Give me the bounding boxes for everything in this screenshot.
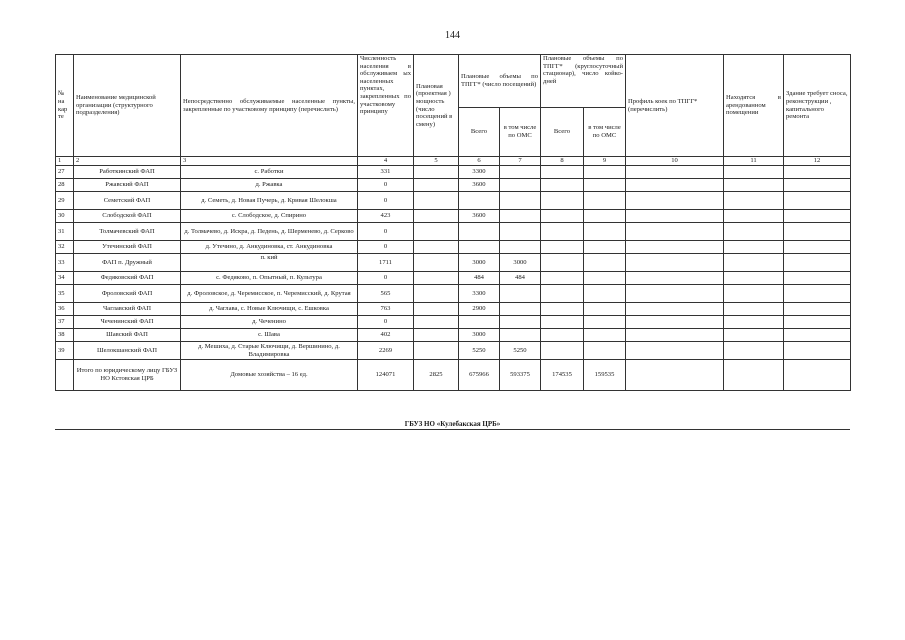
served-points-cell: д. Толмачево, д. Искра, д. Педень, д. Шерменево, д. Серково [181, 223, 358, 241]
bed-profile-cell [626, 329, 724, 342]
rebuild-cell [784, 303, 851, 316]
capacity-cell [414, 303, 459, 316]
header-visits-total: Всего [459, 108, 500, 157]
visits-oms-cell [500, 166, 541, 179]
beds-total-cell [541, 223, 584, 241]
visits-oms-cell [500, 210, 541, 223]
row-number-cell: 31 [56, 223, 74, 241]
beds-oms-cell [584, 210, 626, 223]
beds-oms-cell [584, 254, 626, 272]
rebuild-cell [784, 241, 851, 254]
org-name-cell: ФАП п. Дружный [74, 254, 181, 272]
header-population: Численность населения в обслуживаем ых населенных пунктах, закрепленных по участковому принципу [358, 55, 414, 157]
row-number-cell: 38 [56, 329, 74, 342]
served-points-cell: д. Мешиха, д. Старые Ключищи, д. Вершинино, д. Владимировка [181, 342, 358, 360]
rebuild-cell [784, 285, 851, 303]
visits-total-cell: 3000 [459, 329, 500, 342]
visits-oms-cell [500, 241, 541, 254]
total-beds-oms: 159535 [584, 360, 626, 391]
rebuild-cell [784, 223, 851, 241]
rented-cell [724, 303, 784, 316]
beds-oms-cell [584, 179, 626, 192]
hospital-table [55, 54, 851, 391]
org-name-cell: Слободской ФАП [74, 210, 181, 223]
beds-total-cell [541, 179, 584, 192]
visits-oms-cell: 3000 [500, 254, 541, 272]
column-number: 8 [541, 157, 584, 166]
row-number-cell: 34 [56, 272, 74, 285]
org-name-cell: Шавский ФАП [74, 329, 181, 342]
org-name-cell: Работкинский ФАП [74, 166, 181, 179]
population-cell: 0 [358, 223, 414, 241]
total-visits-oms: 593375 [500, 360, 541, 391]
capacity-cell [414, 166, 459, 179]
visits-total-cell: 3600 [459, 210, 500, 223]
bed-profile-cell [626, 303, 724, 316]
capacity-cell [414, 241, 459, 254]
beds-oms-cell [584, 241, 626, 254]
rebuild-cell [784, 179, 851, 192]
row-number-cell: 27 [56, 166, 74, 179]
rented-cell [724, 192, 784, 210]
population-cell: 0 [358, 192, 414, 210]
population-cell: 1711 [358, 254, 414, 272]
beds-total-cell [541, 285, 584, 303]
bed-profile-cell [626, 316, 724, 329]
rented-cell [724, 166, 784, 179]
population-cell: 763 [358, 303, 414, 316]
served-points-cell: с. Федяково, п. Опытный, п. Культура [181, 272, 358, 285]
capacity-cell [414, 192, 459, 210]
visits-total-cell: 5250 [459, 342, 500, 360]
row-number-cell: 29 [56, 192, 74, 210]
table-row [56, 223, 851, 241]
bed-profile-cell [626, 192, 724, 210]
bed-profile-cell [626, 272, 724, 285]
visits-oms-cell [500, 192, 541, 210]
total-label: Итого по юридическому лицу ГБУЗ НО Кстовская ЦРБ [74, 360, 181, 391]
visits-oms-cell [500, 303, 541, 316]
row-number-cell: 39 [56, 342, 74, 360]
header-card-number: № на кар те [56, 55, 74, 157]
header-visits-oms: в том числе по ОМС [500, 108, 541, 157]
visits-oms-cell [500, 285, 541, 303]
bed-profile-cell [626, 241, 724, 254]
beds-oms-cell [584, 342, 626, 360]
total-capacity: 2825 [414, 360, 459, 391]
rebuild-cell [784, 192, 851, 210]
population-cell: 2269 [358, 342, 414, 360]
bed-profile-cell [626, 179, 724, 192]
section-divider [55, 429, 850, 430]
rented-cell [724, 316, 784, 329]
column-number: 11 [724, 157, 784, 166]
population-cell: 402 [358, 329, 414, 342]
column-number: 6 [459, 157, 500, 166]
table-row [56, 316, 851, 329]
capacity-cell [414, 254, 459, 272]
population-cell: 331 [358, 166, 414, 179]
beds-oms-cell [584, 303, 626, 316]
beds-oms-cell [584, 272, 626, 285]
served-points-cell: с. Работки [181, 166, 358, 179]
row-number-cell: 32 [56, 241, 74, 254]
beds-total-cell [541, 241, 584, 254]
beds-oms-cell [584, 192, 626, 210]
visits-total-cell: 484 [459, 272, 500, 285]
column-number: 1 [56, 157, 74, 166]
org-name-cell: Фроловский ФАП [74, 285, 181, 303]
column-number: 7 [500, 157, 541, 166]
visits-total-cell: 3300 [459, 285, 500, 303]
capacity-cell [414, 285, 459, 303]
bed-profile-cell [626, 166, 724, 179]
beds-oms-cell [584, 329, 626, 342]
visits-total-cell [459, 192, 500, 210]
header-rebuild: Здание требует сноса, реконструкции , капитального ремонта [784, 55, 851, 157]
rented-cell [724, 179, 784, 192]
population-cell: 0 [358, 272, 414, 285]
population-cell: 0 [358, 241, 414, 254]
visits-total-cell [459, 223, 500, 241]
served-points-cell: д. Фроловское, д. Черемисское, п. Черемисский, д. Крутая [181, 285, 358, 303]
org-name-cell: Федяковский ФАП [74, 272, 181, 285]
served-points-cell: п. кий [181, 254, 358, 272]
rebuild-cell [784, 210, 851, 223]
visits-oms-cell [500, 316, 541, 329]
org-name-cell: Чеченинский ФАП [74, 316, 181, 329]
served-points-cell: д. Семеть, д. Новая Пучерь, д. Кривая Шелокша [181, 192, 358, 210]
rebuild-cell [784, 329, 851, 342]
rented-cell [724, 241, 784, 254]
row-number-cell: 35 [56, 285, 74, 303]
total-population: 124071 [358, 360, 414, 391]
row-number-cell: 36 [56, 303, 74, 316]
table-row [56, 241, 851, 254]
served-points-cell: д. Ржавка [181, 179, 358, 192]
row-number-cell: 33 [56, 254, 74, 272]
header-org-name: Наименование медицинской организации (структурного подразделения) [74, 55, 181, 157]
header-bed-profile: Профиль коек по ТПГГ* (перечислить) [626, 55, 724, 157]
total-row [56, 360, 851, 391]
served-points-cell: д. Чаглава, с. Новые Ключищи, с. Ешковка [181, 303, 358, 316]
header-visits-group: Плановые объемы по ТПГГ* (число посещений) [459, 55, 541, 108]
beds-total-cell [541, 342, 584, 360]
capacity-cell [414, 342, 459, 360]
column-number: 9 [584, 157, 626, 166]
served-points-cell: д. Чеченино [181, 316, 358, 329]
org-name-cell: Толмачевский ФАП [74, 223, 181, 241]
bed-profile-cell [626, 223, 724, 241]
total-profile [626, 360, 724, 391]
beds-total-cell [541, 316, 584, 329]
table-row [56, 166, 851, 179]
table-row [56, 254, 851, 272]
rented-cell [724, 254, 784, 272]
org-name-cell: Утечинский ФАП [74, 241, 181, 254]
table-row [56, 179, 851, 192]
beds-total-cell [541, 210, 584, 223]
beds-total-cell [541, 254, 584, 272]
capacity-cell [414, 272, 459, 285]
population-cell: 0 [358, 179, 414, 192]
header-served-points: Непосредственно обслуживаемые населенные пункты, закрепленные по участковому принципу (перечислить) [181, 55, 358, 157]
column-number: 10 [626, 157, 724, 166]
visits-oms-cell [500, 223, 541, 241]
next-section-title: ГБУЗ НО «Кулебакская ЦРБ» [404, 420, 501, 428]
rented-cell [724, 272, 784, 285]
beds-oms-cell [584, 316, 626, 329]
org-name-cell: Чаглавский ФАП [74, 303, 181, 316]
visits-total-cell: 3000 [459, 254, 500, 272]
beds-oms-cell [584, 223, 626, 241]
rebuild-cell [784, 254, 851, 272]
beds-total-cell [541, 166, 584, 179]
org-name-cell: Семетский ФАП [74, 192, 181, 210]
visits-total-cell [459, 316, 500, 329]
served-points-cell: с. Слободское, д. Спирино [181, 210, 358, 223]
header-capacity: Плановая (проектная ) мощность (число посещений в смену) [414, 55, 459, 157]
column-number-row [56, 157, 851, 166]
header-rented: Находятся в арендованном помещении [724, 55, 784, 157]
column-number: 4 [358, 157, 414, 166]
capacity-cell [414, 210, 459, 223]
column-number: 5 [414, 157, 459, 166]
served-points-cell: д. Утечино, д. Анкудиновка, ст. Анкудиновка [181, 241, 358, 254]
beds-oms-cell [584, 166, 626, 179]
column-number: 12 [784, 157, 851, 166]
capacity-cell [414, 316, 459, 329]
rented-cell [724, 285, 784, 303]
visits-total-cell: 2900 [459, 303, 500, 316]
rented-cell [724, 223, 784, 241]
bed-profile-cell [626, 285, 724, 303]
total-rebuild [784, 360, 851, 391]
table-row [56, 285, 851, 303]
header-beds-oms: в том числе по ОМС [584, 108, 626, 157]
population-cell: 565 [358, 285, 414, 303]
total-beds: 174535 [541, 360, 584, 391]
rented-cell [724, 342, 784, 360]
rebuild-cell [784, 272, 851, 285]
table-row [56, 342, 851, 360]
total-visits: 675966 [459, 360, 500, 391]
column-number: 2 [74, 157, 181, 166]
total-rented [724, 360, 784, 391]
visits-oms-cell [500, 329, 541, 342]
rebuild-cell [784, 316, 851, 329]
column-number: 3 [181, 157, 358, 166]
org-name-cell: Ржавский ФАП [74, 179, 181, 192]
visits-total-cell: 3600 [459, 179, 500, 192]
visits-oms-cell: 5250 [500, 342, 541, 360]
visits-oms-cell: 484 [500, 272, 541, 285]
capacity-cell [414, 223, 459, 241]
rented-cell [724, 210, 784, 223]
beds-total-cell [541, 272, 584, 285]
visits-total-cell [459, 241, 500, 254]
header-beds-group: Плановые объемы по ТПГГ* (круглосуточный стационар), число койко-дней [541, 55, 626, 108]
bed-profile-cell [626, 210, 724, 223]
visits-oms-cell [500, 179, 541, 192]
header-beds-total: Всего [541, 108, 584, 157]
table-row [56, 303, 851, 316]
row-number-cell: 28 [56, 179, 74, 192]
table-row [56, 272, 851, 285]
beds-total-cell [541, 192, 584, 210]
page-number: 144 [445, 30, 460, 41]
row-number-cell: 37 [56, 316, 74, 329]
table-row [56, 329, 851, 342]
population-cell: 0 [358, 316, 414, 329]
served-points-cell: с. Шава [181, 329, 358, 342]
total-blank [56, 360, 74, 391]
beds-oms-cell [584, 285, 626, 303]
visits-total-cell: 3300 [459, 166, 500, 179]
table-row [56, 210, 851, 223]
total-points: Домовые хозяйства – 16 ед. [181, 360, 358, 391]
beds-total-cell [541, 303, 584, 316]
table-row [56, 192, 851, 210]
bed-profile-cell [626, 254, 724, 272]
capacity-cell [414, 329, 459, 342]
rented-cell [724, 329, 784, 342]
org-name-cell: Шелокшанский ФАП [74, 342, 181, 360]
capacity-cell [414, 179, 459, 192]
beds-total-cell [541, 329, 584, 342]
bed-profile-cell [626, 342, 724, 360]
row-number-cell: 30 [56, 210, 74, 223]
rebuild-cell [784, 166, 851, 179]
rebuild-cell [784, 342, 851, 360]
population-cell: 423 [358, 210, 414, 223]
